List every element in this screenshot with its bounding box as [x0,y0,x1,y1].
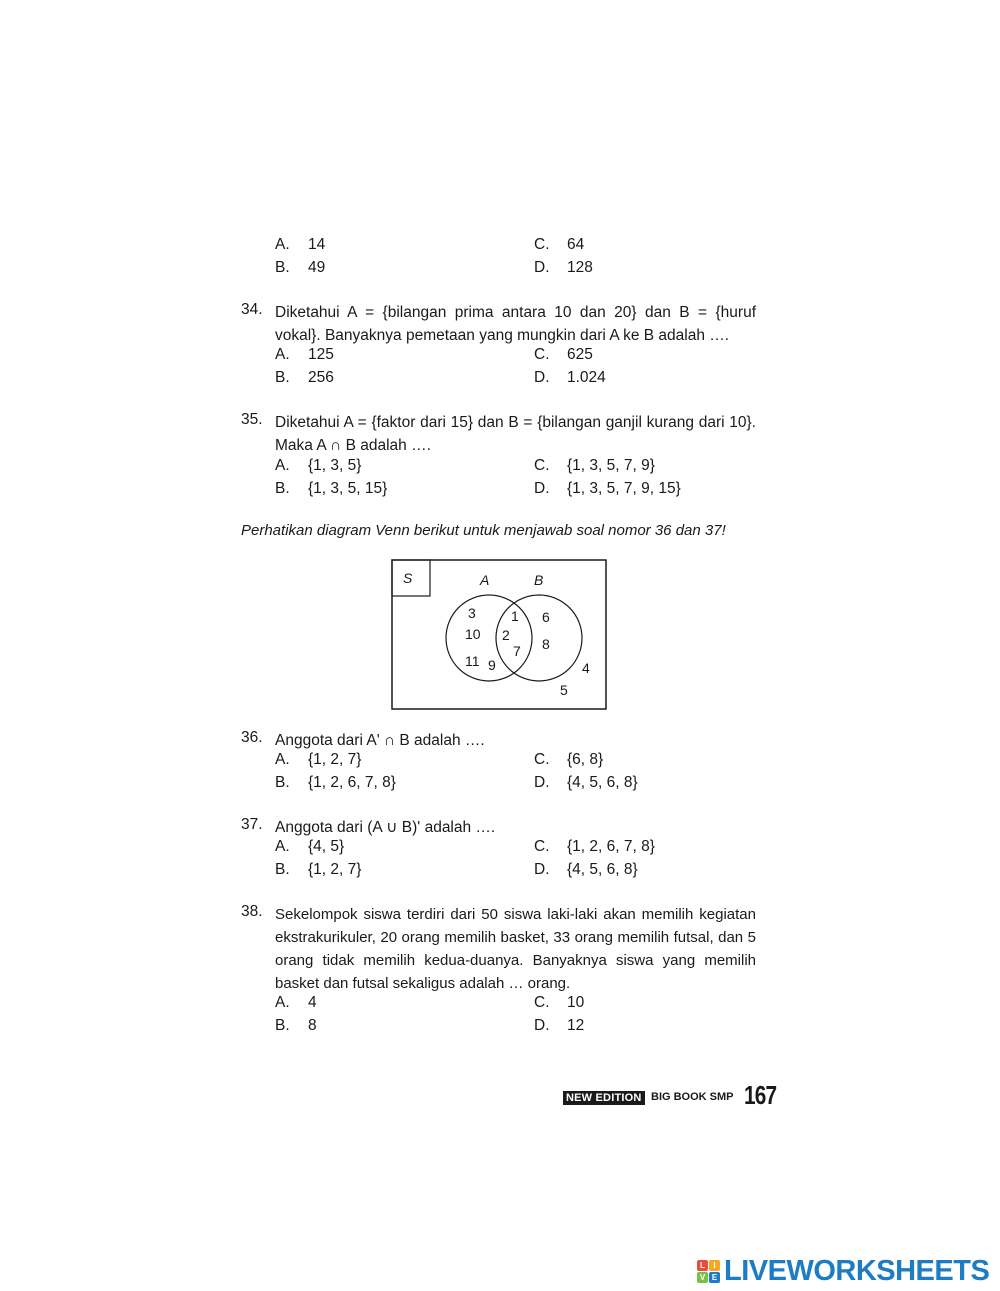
element-only-a: 11 [465,653,480,669]
element-intersection: 9 [488,657,496,673]
question-number: 38. [241,903,263,920]
option-a[interactable]: A. 14 [275,236,326,253]
option-b[interactable]: B. {1, 2, 6, 7, 8} [275,774,396,791]
option-b[interactable]: B. 256 [275,369,334,386]
element-intersection: 1 [511,608,519,624]
question-number: 36. [241,729,263,746]
option-c[interactable]: C. {6, 8} [534,751,604,768]
element-intersection: 7 [513,643,521,659]
option-c[interactable]: C. 64 [534,236,585,253]
option-a[interactable]: A. 4 [275,994,317,1011]
option-a[interactable]: A. {1, 3, 5} [275,457,362,474]
set-a-label: A [480,572,490,588]
edition-badge: NEW EDITION [563,1091,645,1105]
option-c[interactable]: C. 10 [534,994,585,1011]
question-text: Sekelompok siswa terdiri dari 50 siswa laki-laki akan memilih kegiatan ekstrakurikuler, 20 orang memilih basket, 33 orang memilih futsal, dan 5 orang tidak memilih kedua-duanya. Banyaknya siswa yang memilih basket dan futsal sekaligus adalah … orang. [275,906,756,992]
element-only-b: 6 [542,609,550,625]
option-c[interactable]: C. {1, 2, 6, 7, 8} [534,838,655,855]
question-number: 35. [241,411,263,428]
liveworksheets-watermark [697,1255,989,1288]
option-c[interactable]: C. 625 [534,346,593,363]
option-d[interactable]: D. {1, 3, 5, 7, 9, 15} [534,480,681,497]
option-d[interactable]: D. 128 [534,259,593,276]
book-title: BIG BOOK SMP [651,1091,734,1103]
liveworksheets-logo-icon: L I V E [697,1260,720,1283]
question-text: Anggota dari A' ∩ B adalah …. [275,732,485,749]
option-b[interactable]: B. {1, 3, 5, 15} [275,480,388,497]
question-text: Diketahui A = {bilangan prima antara 10 dan 20} dan B = {huruf vokal}. Banyaknya pemetaan yang mungkin dari A ke B adalah …. [275,304,756,344]
question-text: Anggota dari (A ∪ B)' adalah …. [275,819,496,836]
question-text: Diketahui A = {faktor dari 15} dan B = {bilangan ganjil kurang dari 10}. Maka A ∩ B adalah …. [275,414,756,454]
question-number: 37. [241,816,263,833]
universe-rectangle [392,560,606,709]
watermark-text: LIVEWORKSHEETS [724,1255,990,1287]
option-d[interactable]: D. {4, 5, 6, 8} [534,861,638,878]
set-b-label: B [534,572,544,588]
venn-instruction: Perhatikan diagram Venn berikut untuk menjawab soal nomor 36 dan 37! [241,522,726,539]
option-a[interactable]: A. 125 [275,346,334,363]
element-outside: 5 [560,682,568,698]
element-only-a: 3 [468,605,476,621]
option-c[interactable]: C. {1, 3, 5, 7, 9} [534,457,655,474]
element-only-b: 8 [542,636,550,652]
option-d[interactable]: D. 1.024 [534,369,606,386]
option-a[interactable]: A. {4, 5} [275,838,345,855]
element-only-a: 10 [465,626,481,642]
venn-diagram [391,559,607,710]
option-b[interactable]: B. {1, 2, 7} [275,861,362,878]
venn-diagram-svg [391,559,607,710]
option-b[interactable]: B. 49 [275,259,326,276]
element-intersection: 2 [502,627,510,643]
element-outside: 4 [582,660,590,676]
question-number: 34. [241,301,263,318]
option-d[interactable]: D. {4, 5, 6, 8} [534,774,638,791]
page-number: 167 [744,1080,777,1110]
option-d[interactable]: D. 12 [534,1017,585,1034]
universe-label: S [403,570,413,586]
option-b[interactable]: B. 8 [275,1017,317,1034]
option-a[interactable]: A. {1, 2, 7} [275,751,362,768]
